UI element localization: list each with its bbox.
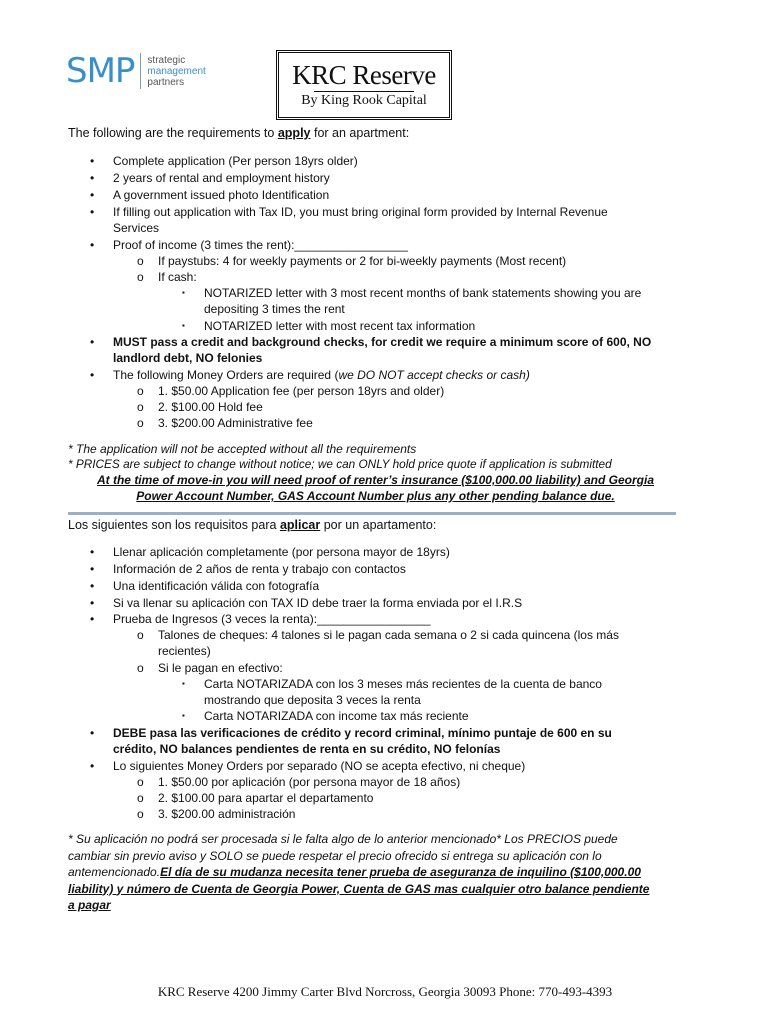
sub-item: 3. $200.00 Administrative fee	[158, 416, 313, 430]
sub-sub-item: Carta NOTARIZADA con income tax más reciente	[204, 709, 469, 723]
circle-bullet: o	[137, 416, 144, 430]
smp-words	[147, 55, 205, 88]
intro-aplicar: aplicar	[279, 518, 321, 532]
square-bullet: ▪	[182, 321, 185, 330]
spanish-closing-paragraph	[68, 831, 683, 914]
sub-item: 2. $100.00 para apartar el departamento	[158, 791, 374, 805]
para-line: * Su aplicación no podrá ser procesada si le falta algo de lo anterior mencionado* Los PRECIOS puede	[68, 832, 618, 846]
sub-item: 1. $50.00 Application fee (per person 18yrs and older)	[158, 384, 445, 398]
krc-underline	[314, 91, 414, 92]
list-item: Lo siguientes Money Orders por separado (NO se acepta efectivo, ni cheque)	[113, 759, 526, 773]
list-item: Una identificación válida con fotografía	[113, 579, 320, 593]
list-item-bold: MUST pass a credit and background checks, for credit we require a minimum score of 600, NO	[113, 335, 652, 349]
bullet: •	[90, 154, 95, 168]
circle-bullet: o	[137, 254, 144, 268]
bullet: •	[90, 545, 95, 559]
sub-item: Si le pagan en efectivo:	[158, 661, 283, 675]
sub-item: If paystubs: 4 for weekly payments or 2 for bi-weekly payments (Most recent)	[158, 254, 567, 268]
bullet: •	[90, 596, 95, 610]
circle-bullet: o	[137, 807, 144, 821]
intro-text: The following are the requirements to	[68, 126, 278, 140]
note-prices: * PRICES are subject to change without notice; we can ONLY hold price quote if application is submitted	[68, 457, 612, 471]
bullet: •	[90, 368, 95, 382]
circle-bullet: o	[137, 791, 144, 805]
smp-line2: management	[147, 65, 206, 77]
intro-text-es-end: por un apartamento:	[320, 518, 437, 532]
krc-reserve-logo	[276, 50, 452, 120]
para-line: cambiar sin previo aviso y SOLO se puede respetar el precio ofrecido si entrega su aplicación con lo	[68, 848, 602, 863]
bullet: •	[90, 579, 95, 593]
list-item: Información de 2 años de renta y trabajo con contactos	[113, 562, 406, 576]
para-line	[68, 864, 683, 881]
english-intro	[68, 126, 683, 140]
bullet: •	[90, 335, 95, 349]
square-bullet: ▪	[182, 288, 185, 297]
circle-bullet: o	[137, 775, 144, 789]
list-item: Prueba de Ingresos (3 veces la renta):_________________	[113, 612, 431, 626]
footer-address: KRC Reserve 4200 Jimmy Carter Blvd Norcross, Georgia 30093 Phone: 770-493-4393	[157, 984, 613, 999]
smp-line1: strategic	[147, 54, 186, 66]
circle-bullet: o	[137, 384, 144, 398]
money-orders-text: The following Money Orders are required (	[113, 368, 339, 382]
list-item: Si va llenar su aplicación con TAX ID debe traer la forma enviada por el I.R.S	[113, 596, 523, 610]
para-line-emphasis: liability) y número de Cuenta de Georgia Power, Cuenta de GAS mas cualquier otro balance pendiente	[68, 881, 650, 896]
sub-item: If cash:	[158, 270, 197, 284]
krc-title: KRC Reserve	[292, 60, 436, 90]
circle-bullet: o	[137, 628, 144, 642]
list-item: A government issued photo Identification	[113, 188, 330, 202]
bullet: •	[90, 612, 95, 626]
square-bullet: ▪	[182, 711, 185, 720]
circle-bullet: o	[137, 661, 144, 675]
sub-sub-item-cont: mostrando que deposita 3 veces la renta	[204, 693, 421, 707]
sub-item-cont: recientes)	[158, 644, 211, 658]
sub-sub-item-cont: depositing 3 times the rent	[204, 302, 345, 316]
section-divider	[68, 512, 676, 515]
sub-item: 1. $50.00 por aplicación (por persona mayor de 18 años)	[158, 775, 461, 789]
list-item: 2 years of rental and employment history	[113, 171, 330, 185]
sub-item: Talones de cheques: 4 talones si le pagan cada semana o 2 si cada quincena (los más	[158, 628, 619, 642]
bullet: •	[90, 562, 95, 576]
krc-subtitle: By King Rook Capital	[301, 93, 427, 108]
smp-line3: partners	[147, 76, 185, 88]
list-item-bold: DEBE pasa las verificaciones de crédito y record criminal, mínimo puntaje de 600 en su	[113, 726, 612, 740]
bullet: •	[90, 205, 95, 219]
square-bullet: ▪	[182, 679, 185, 688]
sub-sub-item: NOTARIZED letter with most recent tax information	[204, 319, 476, 333]
para-emphasis: El día de su mudanza necesita tener prueba de aseguranza de inquilino ($100,000.00	[160, 865, 641, 879]
list-item	[113, 367, 683, 383]
para-line-emphasis: a pagar	[68, 898, 111, 912]
list-item: Proof of income (3 times the rent):_________________	[113, 238, 408, 252]
list-item: Complete application (Per person 18yrs older)	[113, 154, 358, 168]
sub-sub-item: NOTARIZED letter with 3 most recent months of bank statements showing you are	[204, 286, 642, 300]
sub-item: 3. $200.00 administración	[158, 807, 296, 821]
smp-logo	[66, 50, 206, 92]
bullet: •	[90, 188, 95, 202]
sub-sub-item: Carta NOTARIZADA con los 3 meses más recientes de la cuenta de banco	[204, 677, 602, 691]
note-requirements: * The application will not be accepted without all the requirements	[68, 442, 417, 456]
intro-text-end: for an apartment:	[310, 126, 410, 140]
smp-letters: SMP	[66, 51, 135, 91]
bullet: •	[90, 759, 95, 773]
list-item-bold-cont: landlord debt, NO felonies	[113, 351, 263, 365]
money-orders-italic: we DO NOT accept checks or cash)	[338, 368, 530, 382]
circle-bullet: o	[137, 400, 144, 414]
list-item: If filling out application with Tax ID, you must bring original form provided by Internal Revenue	[113, 205, 608, 219]
list-item-bold-cont: crédito, NO balances pendientes de renta en su crédito, NO felonías	[113, 742, 501, 756]
list-item: Llenar aplicación completamente (por persona mayor de 18yrs)	[113, 545, 450, 559]
sub-item: 2. $100.00 Hold fee	[158, 400, 263, 414]
move-in-notice-line2: Power Account Number, GAS Account Number plus any other pending balance due.	[136, 489, 615, 503]
intro-text-es: Los siguientes son los requisitos para	[68, 518, 280, 532]
spanish-intro	[68, 518, 683, 532]
bullet: •	[90, 726, 95, 740]
smp-divider	[140, 53, 141, 89]
bullet: •	[90, 238, 95, 252]
list-item-cont: Services	[113, 221, 160, 235]
circle-bullet: o	[137, 270, 144, 284]
bullet: •	[90, 171, 95, 185]
para-text: antemencionado.	[68, 865, 161, 879]
move-in-notice-line1: At the time of move-in you will need proof of renter’s insurance ($100,000.00 liability) and Georgia	[96, 473, 655, 487]
intro-apply: apply	[277, 126, 311, 140]
